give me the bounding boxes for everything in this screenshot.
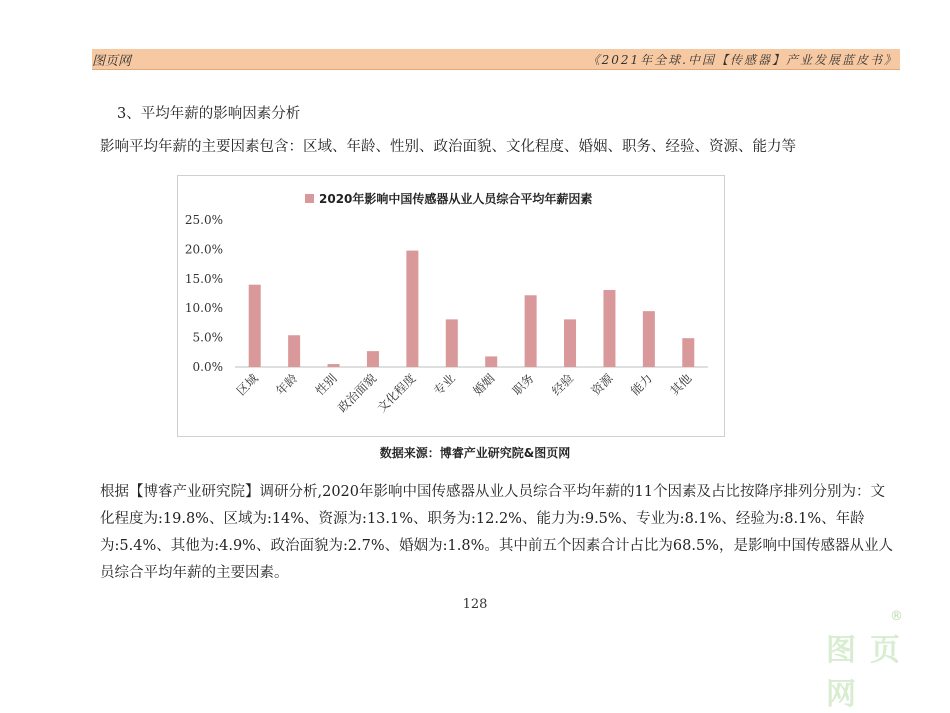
y-tick-label: 5.0% xyxy=(192,330,223,345)
y-tick-label: 25.0% xyxy=(184,213,223,227)
section-heading: 3、平均年薪的影响因素分析 xyxy=(117,106,301,122)
legend-swatch xyxy=(305,194,314,203)
bar-9 xyxy=(603,290,615,367)
x-tick-label: 其他 xyxy=(667,371,695,399)
header-document-title: 《2021年全球.中国【传感器】产业发展蓝皮书》 xyxy=(587,53,898,67)
analysis-paragraph xyxy=(100,479,895,587)
page-number: 128 xyxy=(462,597,488,612)
bar-chart-canvas xyxy=(178,176,724,436)
bar-5 xyxy=(446,319,458,367)
watermark-logo: 图页网 xyxy=(826,633,914,712)
registered-mark: ® xyxy=(890,609,903,624)
bar-10 xyxy=(643,311,655,367)
x-tick-label: 职务 xyxy=(509,371,537,399)
bar-2 xyxy=(328,364,340,367)
header-brand: 图页网 xyxy=(92,54,132,69)
bar-0 xyxy=(249,285,261,367)
y-tick-label: 20.0% xyxy=(184,242,223,257)
x-tick-label: 性别 xyxy=(312,371,340,399)
bar-8 xyxy=(564,319,576,367)
x-tick-label: 区域 xyxy=(233,371,261,399)
bar-1 xyxy=(288,335,300,367)
x-tick-label: 婚姻 xyxy=(470,371,498,399)
x-tick-label: 文化程度 xyxy=(374,371,419,416)
x-tick-label: 专业 xyxy=(431,371,458,399)
bar-3 xyxy=(367,351,379,367)
analysis-text: 根据【博睿产业研究院】调研分析,2020年影响中国传感器从业人员综合平均年薪的11个因素及占比按降序排列分别为：文化程度为:19.8%、区域为:14%、资源为:13.1%、职务为:12.2%、能力为:9.5%、专业为:8.1%、经验为:8.1%、年龄为:5.4%、其他为:4.9%、政治面貌为:2.7%、婚姻为:1.8%。其中前五个因素合计占比为68.5%，是影响中国传感器从业人员综合平均年薪的主要因素。 xyxy=(100,484,893,581)
header-band xyxy=(92,49,900,70)
y-tick-label: 15.0% xyxy=(184,271,223,286)
bar-7 xyxy=(525,295,537,367)
x-tick-label: 能力 xyxy=(628,371,655,399)
intro-paragraph: 影响平均年薪的主要因素包含：区域、年龄、性别、政治面貌、文化程度、婚姻、职务、经验、资源、能力等 xyxy=(100,139,796,155)
x-tick-label: 资源 xyxy=(588,371,616,399)
bar-11 xyxy=(682,338,694,367)
y-tick-label: 0.0% xyxy=(192,360,223,374)
x-tick-label: 政治面貌 xyxy=(335,371,380,416)
y-tick-label: 10.0% xyxy=(184,301,223,316)
chart-title: 2020年影响中国传感器从业人员综合平均年薪因素 xyxy=(319,192,593,206)
bar-chart xyxy=(177,175,725,437)
bar-6 xyxy=(485,356,497,367)
data-source-caption: 数据来源：博睿产业研究院&图页网 xyxy=(379,446,571,460)
x-tick-label: 年龄 xyxy=(273,371,301,399)
bar-4 xyxy=(406,251,418,367)
x-tick-label: 经验 xyxy=(549,371,577,399)
